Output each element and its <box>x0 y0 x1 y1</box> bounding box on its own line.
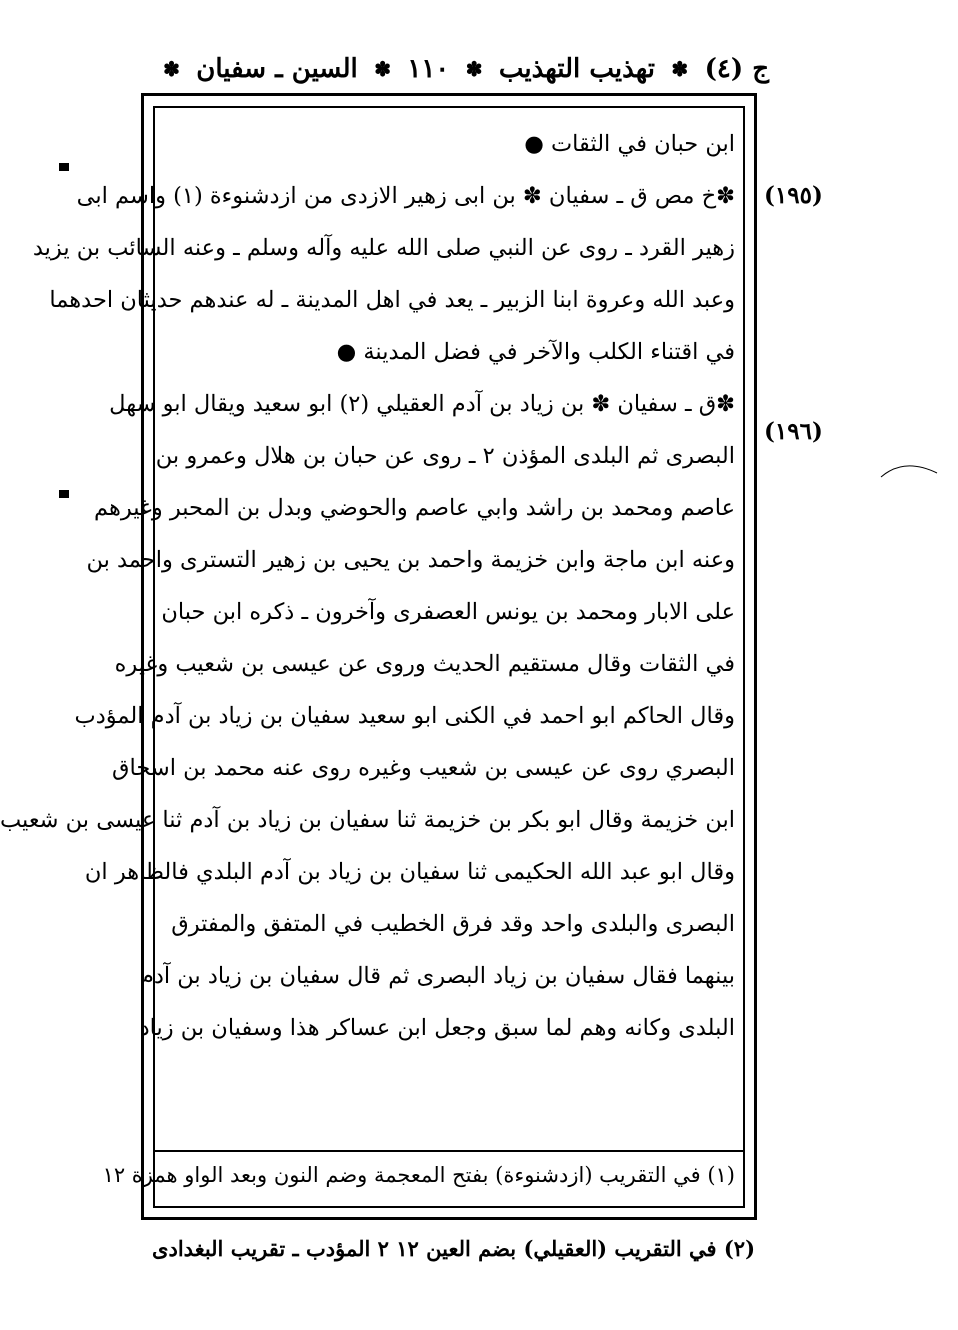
text-line: وعبد الله وعروة ابنا الزبير ـ يعد في اهل المدينة ـ له عندهم حديثان احدهما <box>49 287 735 313</box>
footnote-separator <box>155 1150 743 1152</box>
scan-curve <box>879 455 939 485</box>
text-line: في الثقات وقال مستقيم الحديث وروى عن عيسى بن شعيب وغيره <box>114 651 735 677</box>
ornament-icon: ✽ <box>374 57 391 81</box>
text-line: على الابار ومحمد بن يونس العصفرى وآخرون ـ ذكره ابن حبان <box>161 599 735 625</box>
running-header <box>159 44 769 94</box>
ornament-icon: ✽ <box>163 57 180 81</box>
text-line: بينهما فقال سفيان بن زياد البصرى ثم قال سفيان بن زياد بن آدم <box>139 963 735 989</box>
footnote-2: (٢) في التقريب (العقيلي) بضم العين ١٢ ٢ المؤدب ـ تقريب البغدادى <box>152 1236 755 1261</box>
page-number: ١١٠ <box>407 54 450 84</box>
text-line: زهير القرد ـ روى عن النبي صلى الله عليه وآله وسلم ـ وعنه السائب بن يزيد <box>32 235 735 261</box>
text-line: وعنه ابن ماجة وابن خزيمة واحمد بن يحيى بن زهير التسترى واحمد بن <box>86 547 735 573</box>
text-line: ✽خ مص ق ـ سفيان ✽ بن ابى زهير الازدى من ازدشنوءة (١) واسم ابى <box>76 183 735 209</box>
entry-number-195: (١٩٥) <box>764 182 823 209</box>
footnote-1: (١) في التقريب (ازدشنوءة) بفتح المعجمة وضم النون وبعد الواو همزة ١٢ <box>102 1163 735 1187</box>
text-line: ✽ق ـ سفيان ✽ بن زياد بن آدم العقيلي (٢) ابو سعيد ويقال ابو سهل <box>109 391 735 417</box>
header-book-title: تهذيب التهذيب <box>498 54 655 84</box>
scan-mark <box>59 163 69 171</box>
text-line: ابن خزيمة وقال ابو بكر بن خزيمة ثنا سفيان بن زياد بن آدم ثنا عيسى بن شعيب <box>0 807 735 833</box>
text-line: البصري روى عن عيسى بن شعيب وغيره روى عنه محمد بن اسحاق <box>112 755 735 781</box>
text-line: عاصم ومحمد بن راشد وابي عاصم والحوضي وبدل بن المحبر وغيرهم <box>94 495 735 521</box>
entry-number-196: (١٩٦) <box>764 418 823 445</box>
text-line: البلدى وكانه وهم لما سبق وجعل ابن عساكر هذا وسفيان بن زياد <box>139 1015 735 1041</box>
ornament-icon: ✽ <box>671 57 689 81</box>
main-text <box>0 118 735 1054</box>
header-volume: ج (٤) <box>704 54 769 84</box>
text-line: في اقتناء الكلب والآخر في فضل المدينة ● <box>336 339 735 365</box>
text-line: البصرى ثم البلدى المؤذن ٢ ـ روى عن حبان بن هلال وعمرو بن <box>155 443 735 469</box>
header-section: السين ـ سفيان <box>196 54 358 84</box>
ornament-icon: ✽ <box>465 57 483 81</box>
text-line: ابن حبان في الثقات ● <box>524 131 735 157</box>
text-line: وقال الحاكم ابو احمد في الكنى ابو سعيد سفيان بن زياد بن آدم المؤدب <box>74 703 735 729</box>
scan-mark <box>59 490 69 498</box>
text-line: وقال ابو عبد الله الحكيمى ثنا سفيان بن زياد بن آدم البلدي فالظاهر ان <box>84 859 735 885</box>
text-line: البصرى والبلدى واحد وقد فرق الخطيب في المتفق والمفترق <box>171 911 735 937</box>
